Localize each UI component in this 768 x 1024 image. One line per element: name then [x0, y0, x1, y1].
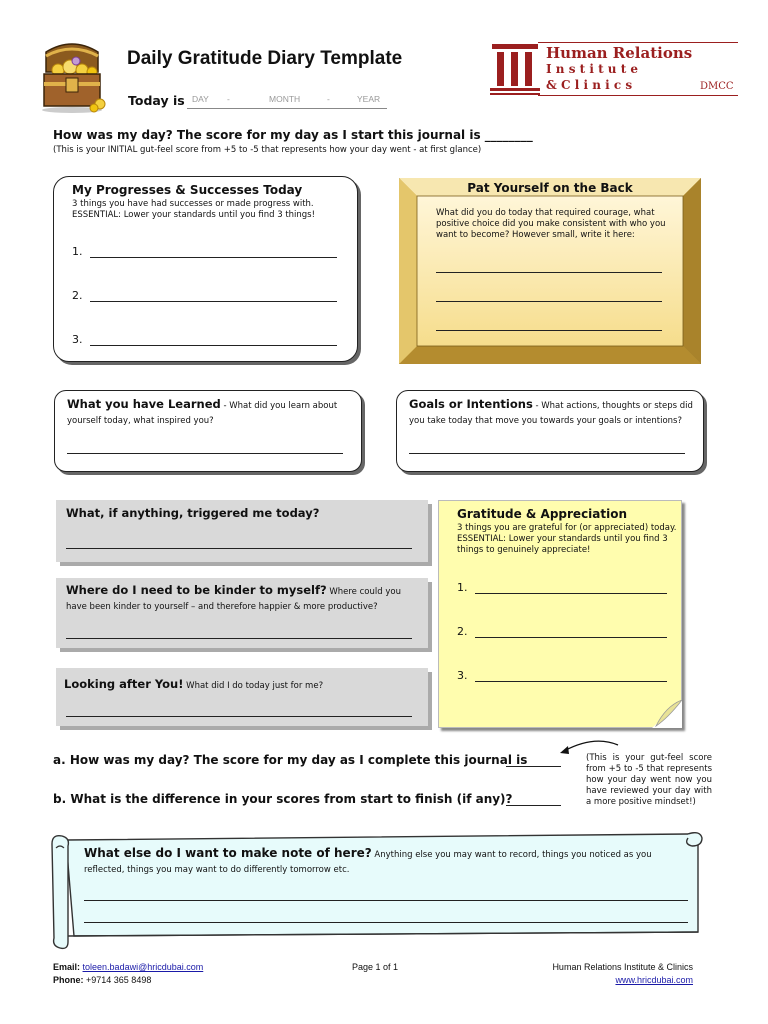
goals-box	[396, 390, 704, 472]
note-title: What else do I want to make note of here?	[84, 846, 372, 860]
progress-line-1[interactable]	[90, 257, 337, 258]
gratitude-line-1[interactable]	[475, 593, 667, 594]
footer-org: Human Relations Institute & Clinics	[552, 962, 693, 972]
gratitude-desc: 3 things you are grateful for (or appreciated) today. ESSENTIAL: Lower your standards until you find 3 things to genuinely appreciate!	[457, 523, 677, 555]
pat-frame	[399, 178, 701, 364]
learned-title: What you have Learned	[67, 397, 221, 411]
pat-line-2[interactable]	[436, 301, 662, 302]
triggered-box	[56, 500, 428, 562]
hric-logo	[490, 42, 740, 98]
pat-desc: What did you do today that required courage, what positive choice did you make consistent with who you want to become? However small, write it here:	[436, 208, 666, 240]
end-score-a: a. How was my day? The score for my day as I complete this journal is	[53, 753, 528, 767]
date-sep: -	[327, 94, 330, 104]
logo-line2: I n s t i t u t e	[546, 62, 639, 76]
learned-box	[54, 390, 362, 472]
start-score-note: (This is your INITIAL gut-feel score from +5 to -5 that represents how your day went - at first glance)	[53, 145, 482, 155]
kinder-box	[56, 578, 428, 648]
date-year: YEAR	[357, 94, 381, 104]
progresses-desc2: ESSENTIAL: Lower your standards until you find 3 things!	[72, 210, 316, 220]
goals-desc: - What actions, thoughts or steps did you take today that move you towards your goals or intentions?	[409, 401, 693, 426]
columns-logo-icon	[490, 42, 540, 96]
date-day: DAY	[192, 94, 209, 104]
progresses-title: My Progresses & Successes Today	[72, 183, 303, 197]
email-label: Email:	[53, 962, 81, 972]
end-score-a-line[interactable]	[506, 766, 561, 767]
progress-number: 2.	[72, 289, 83, 302]
note-desc: Anything else you may want to record, things you noticed as you reflected, things you may want to do differently tomorrow etc.	[84, 850, 652, 875]
after-box	[56, 668, 428, 726]
page-number: Page 1 of 1	[352, 962, 399, 972]
kinder-title: Where do I need to be kinder to myself?	[66, 583, 327, 597]
progress-line-3[interactable]	[90, 345, 337, 346]
website-link[interactable]: www.hricdubai.com	[615, 975, 693, 985]
page-curl-icon	[652, 700, 682, 728]
treasure-chest-icon	[38, 34, 110, 114]
progress-line-2[interactable]	[90, 301, 337, 302]
triggered-title: What, if anything, triggered me today?	[66, 506, 320, 520]
page-title: Daily Gratitude Diary Template	[127, 48, 403, 69]
today-label: Today is	[128, 93, 185, 108]
gratitude-title: Gratitude & Appreciation	[457, 507, 628, 521]
phone-label: Phone:	[53, 975, 84, 985]
end-score-note: (This is your gut-feel score from +5 to -5 that represents how your day went now you have reviewed your day with a more positive mindset!)	[586, 753, 712, 807]
gratitude-box	[438, 500, 682, 728]
progress-number: 3.	[72, 333, 83, 346]
end-score-b: b. What is the difference in your scores from start to finish (if any)?	[53, 792, 513, 806]
progress-number: 1.	[72, 245, 83, 258]
triggered-line[interactable]	[66, 548, 412, 549]
kinder-desc: Where could you have been kinder to yourself – and therefore happier & more productive?	[66, 587, 401, 612]
note-line-2[interactable]	[84, 922, 688, 923]
gratitude-number: 3.	[457, 669, 468, 682]
pat-title: Pat Yourself on the Back	[467, 181, 633, 195]
gratitude-number: 1.	[457, 581, 468, 594]
gratitude-line-3[interactable]	[475, 681, 667, 682]
logo-suffix: DMCC	[700, 81, 734, 92]
learned-desc: - What did you learn about yourself today, what inspired you?	[67, 401, 338, 426]
phone-number: +9714 365 8498	[86, 975, 152, 985]
pat-line-1[interactable]	[436, 272, 662, 273]
date-month: MONTH	[269, 94, 301, 104]
after-title: Looking after You!	[64, 677, 184, 691]
note-line-1[interactable]	[84, 900, 688, 901]
after-line[interactable]	[66, 716, 412, 717]
gratitude-number: 2.	[457, 625, 468, 638]
goals-line[interactable]	[409, 453, 685, 454]
scroll-frame	[48, 826, 708, 950]
after-desc: What did I do today just for me?	[183, 681, 324, 691]
gratitude-line-2[interactable]	[475, 637, 667, 638]
date-field[interactable]	[187, 94, 387, 109]
goals-title: Goals or Intentions	[409, 397, 533, 411]
email-link[interactable]: toleen.badawi@hricdubai.com	[82, 962, 204, 972]
start-score-question: How was my day? The score for my day as I start this journal is ________	[53, 128, 533, 142]
progresses-box	[53, 176, 358, 362]
end-score-b-line[interactable]	[506, 805, 561, 806]
logo-line3: & C l i n i c s	[546, 78, 633, 92]
progresses-desc1: 3 things you have had successes or made progress with.	[72, 199, 314, 209]
learned-line[interactable]	[67, 453, 343, 454]
date-sep: -	[227, 94, 230, 104]
kinder-line[interactable]	[66, 638, 412, 639]
logo-line1: Human Relations	[546, 44, 693, 62]
pat-line-3[interactable]	[436, 330, 662, 331]
